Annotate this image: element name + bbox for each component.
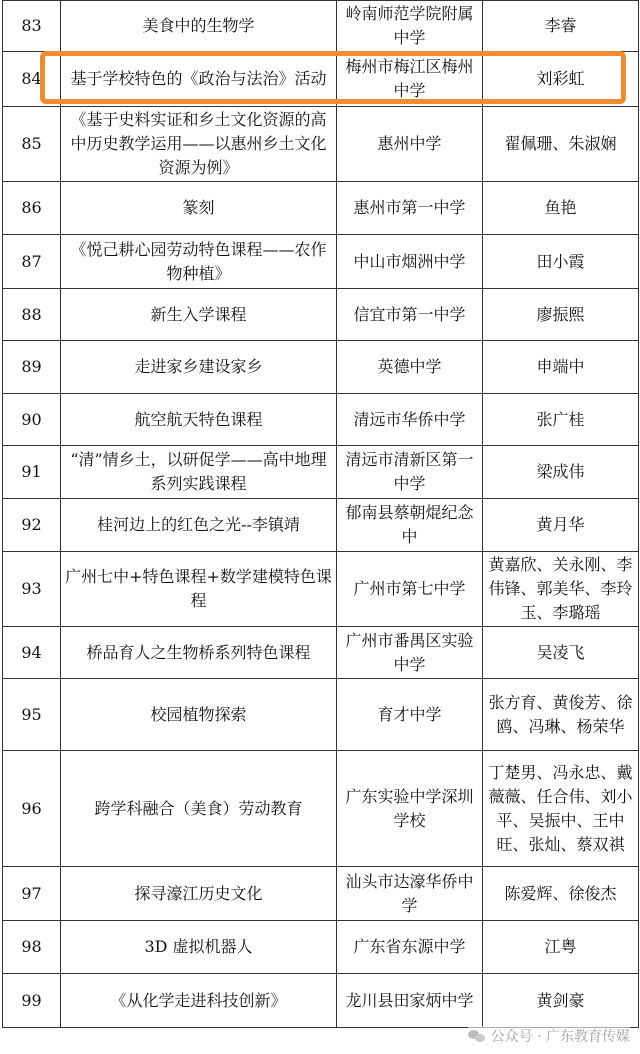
course-name: 桂河边上的红色之光--李镇靖 [61,499,337,552]
teacher-names: 李睿 [483,1,639,52]
course-name: 跨学科融合（美食）劳动教育 [61,751,337,867]
school-name: 广州市第七中学 [337,552,483,627]
row-number: 96 [3,751,61,867]
school-name: 岭南师范学院附属中学 [337,1,483,52]
school-name: 郁南县蔡朝焜纪念中 [337,499,483,552]
teacher-names: 鱼艳 [483,182,639,235]
teacher-names: 申端中 [483,341,639,394]
course-name: “清”情乡土，以研促学——高中地理系列实践课程 [61,446,337,499]
table-row [3,552,639,627]
teacher-names: 张广桂 [483,394,639,446]
school-name: 广州市番禺区实验中学 [337,627,483,679]
teacher-names: 陈爱辉、徐俊杰 [483,867,639,921]
course-name: 《基于史料实证和乡土文化资源的高中历史教学运用——以惠州乡土文化资源为例》 [61,107,337,182]
row-number: 97 [3,867,61,921]
row-number: 92 [3,499,61,552]
teacher-names: 刘彩虹 [483,52,639,107]
table-row [3,679,639,751]
teacher-names: 张方育、黄俊芳、徐鸥、冯琳、杨荣华 [483,679,639,751]
row-number: 95 [3,679,61,751]
row-number: 99 [3,974,61,1028]
teacher-names: 田小霞 [483,235,639,289]
course-name: 3D 虚拟机器人 [61,921,337,974]
row-number: 84 [3,52,61,107]
school-name: 英德中学 [337,341,483,394]
teacher-names: 廖振熙 [483,289,639,341]
row-number: 88 [3,289,61,341]
school-name: 惠州中学 [337,107,483,182]
row-number: 94 [3,627,61,679]
school-name: 汕头市达濠华侨中学 [337,867,483,921]
table-row [3,867,639,921]
school-name: 信宜市第一中学 [337,289,483,341]
table-row [3,341,639,394]
table-row [3,974,639,1028]
table-row [3,751,639,867]
teacher-names: 黄嘉欣、关永刚、李伟锋、郭美华、李玲玉、李璐瑶 [483,552,639,627]
row-number: 87 [3,235,61,289]
teacher-names: 梁成伟 [483,446,639,499]
teacher-names: 黄月华 [483,499,639,552]
table-body [3,1,639,1028]
table-row [3,52,639,107]
school-name: 育才中学 [337,679,483,751]
row-number: 90 [3,394,61,446]
course-name: 《悦己耕心园劳动特色课程——农作物种植》 [61,235,337,289]
teacher-names: 江粤 [483,921,639,974]
course-name: 美食中的生物学 [61,1,337,52]
row-number: 91 [3,446,61,499]
school-name: 龙川县田家炳中学 [337,974,483,1028]
watermark-text: 公众号 · 广东教育传媒 [490,1029,630,1045]
table-row [3,394,639,446]
course-name: 《从化学走进科技创新》 [61,974,337,1028]
table-row [3,289,639,341]
school-name: 广东省东源中学 [337,921,483,974]
row-number: 83 [3,1,61,52]
row-number: 98 [3,921,61,974]
table-row [3,627,639,679]
school-name: 清远市清新区第一中学 [337,446,483,499]
course-name: 校园植物探索 [61,679,337,751]
course-name: 桥品育人之生物桥系列特色课程 [61,627,337,679]
school-name: 梅州市梅江区梅州中学 [337,52,483,107]
watermark [468,1026,630,1046]
teacher-names: 翟佩珊、朱淑娴 [483,107,639,182]
school-name: 清远市华侨中学 [337,394,483,446]
row-number: 89 [3,341,61,394]
row-number: 93 [3,552,61,627]
teacher-names: 丁楚男、冯永忠、戴薇薇、任合伟、刘小平、吴振中、王中旺、张灿、蔡双祺 [483,751,639,867]
table-row [3,107,639,182]
course-name: 走进家乡建设家乡 [61,341,337,394]
school-name: 中山市烟洲中学 [337,235,483,289]
table-row [3,499,639,552]
course-name: 广州七中+特色课程+数学建模特色课程 [61,552,337,627]
teacher-names: 黄剑豪 [483,974,639,1028]
schools-table [2,0,639,1028]
school-name: 广东实验中学深圳学校 [337,751,483,867]
school-name: 惠州市第一中学 [337,182,483,235]
course-name: 基于学校特色的《政治与法治》活动 [61,52,337,107]
table-row [3,1,639,52]
teacher-names: 吴凌飞 [483,627,639,679]
row-number: 85 [3,107,61,182]
row-number: 86 [3,182,61,235]
table-row [3,182,639,235]
table-row [3,921,639,974]
course-name: 新生入学课程 [61,289,337,341]
table-row [3,446,639,499]
course-name: 航空航天特色课程 [61,394,337,446]
wechat-icon [468,1029,486,1043]
table-row [3,235,639,289]
course-name: 探寻濠江历史文化 [61,867,337,921]
course-name: 篆刻 [61,182,337,235]
